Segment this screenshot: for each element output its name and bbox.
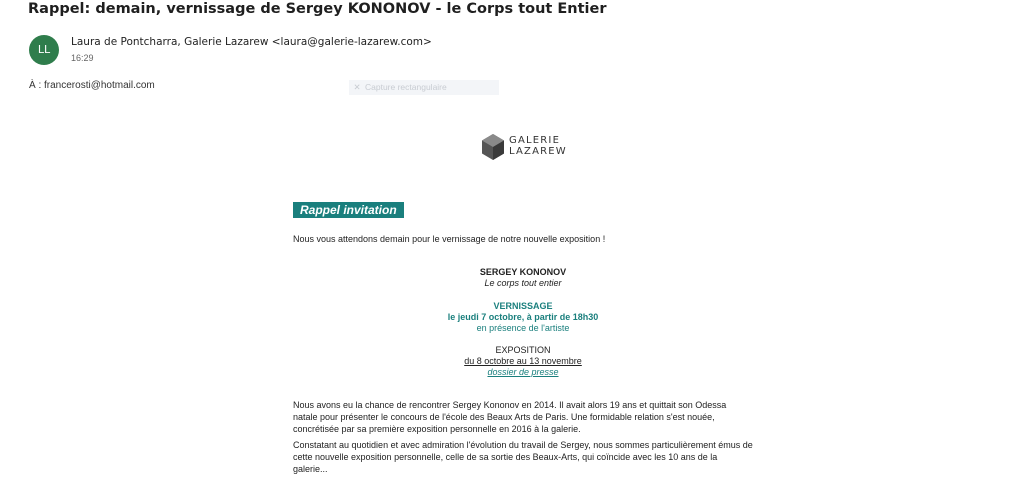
- gallery-logo[interactable]: [481, 133, 581, 163]
- exhibition-title: Le corps tout entier: [484, 278, 562, 288]
- vernissage-presence: en présence de l'artiste: [476, 323, 570, 333]
- vernissage-heading: VERNISSAGE: [493, 301, 553, 311]
- recipient-address[interactable]: francerosti@hotmail.com: [44, 80, 155, 91]
- sent-time: 16:29: [71, 53, 94, 63]
- recipient-line: [29, 80, 155, 91]
- sender-avatar[interactable]: LL: [29, 35, 59, 65]
- close-icon[interactable]: ✕: [353, 82, 361, 92]
- press-kit-link[interactable]: dossier de presse: [487, 367, 559, 377]
- exposition-heading: EXPOSITION: [495, 345, 551, 355]
- invitation-badge: Rappel invitation: [293, 202, 404, 218]
- to-label: À :: [29, 80, 42, 91]
- body-paragraph: Constatant au quotidien et avec admiration l'évolution du travail de Sergey, nous sommes particulièrement émus de cette nouvelle exposition personnelle, celle de sa sortie des Beaux-Arts, qui coïncide avec les 10 ans de la galerie...: [293, 440, 753, 474]
- exposition-dates: du 8 octobre au 13 novembre: [464, 356, 582, 366]
- logo-text-line1: GALERIE: [509, 135, 561, 146]
- sender-name[interactable]: Laura de Pontcharra, Galerie Lazarew <laura@galerie-lazarew.com>: [71, 36, 432, 48]
- email-subject: Rappel: demain, vernissage de Sergey KONONOV - le Corps tout Entier: [28, 1, 607, 17]
- snipping-toolbar[interactable]: [349, 80, 499, 95]
- intro-text: Nous vous attendons demain pour le vernissage de notre nouvelle exposition !: [293, 234, 606, 244]
- vernissage-date: le jeudi 7 octobre, à partir de 18h30: [447, 312, 599, 322]
- body-paragraph: Nous avons eu la chance de rencontrer Sergey Kononov en 2014. Il avait alors 19 ans et quittait son Odessa natale pour présenter le concours de l'école des Beaux Arts de Paris. Une formidable relation s'est nouée, concrétisée par sa première exposition personnelle en 2016 à la galerie.: [293, 400, 727, 434]
- artist-name: SERGEY KONONOV: [479, 267, 567, 277]
- hexagon-logo-icon: [481, 133, 505, 161]
- snipping-mode-label: Capture rectangulaire: [365, 82, 447, 92]
- logo-text-line2: LAZAREW: [509, 146, 567, 157]
